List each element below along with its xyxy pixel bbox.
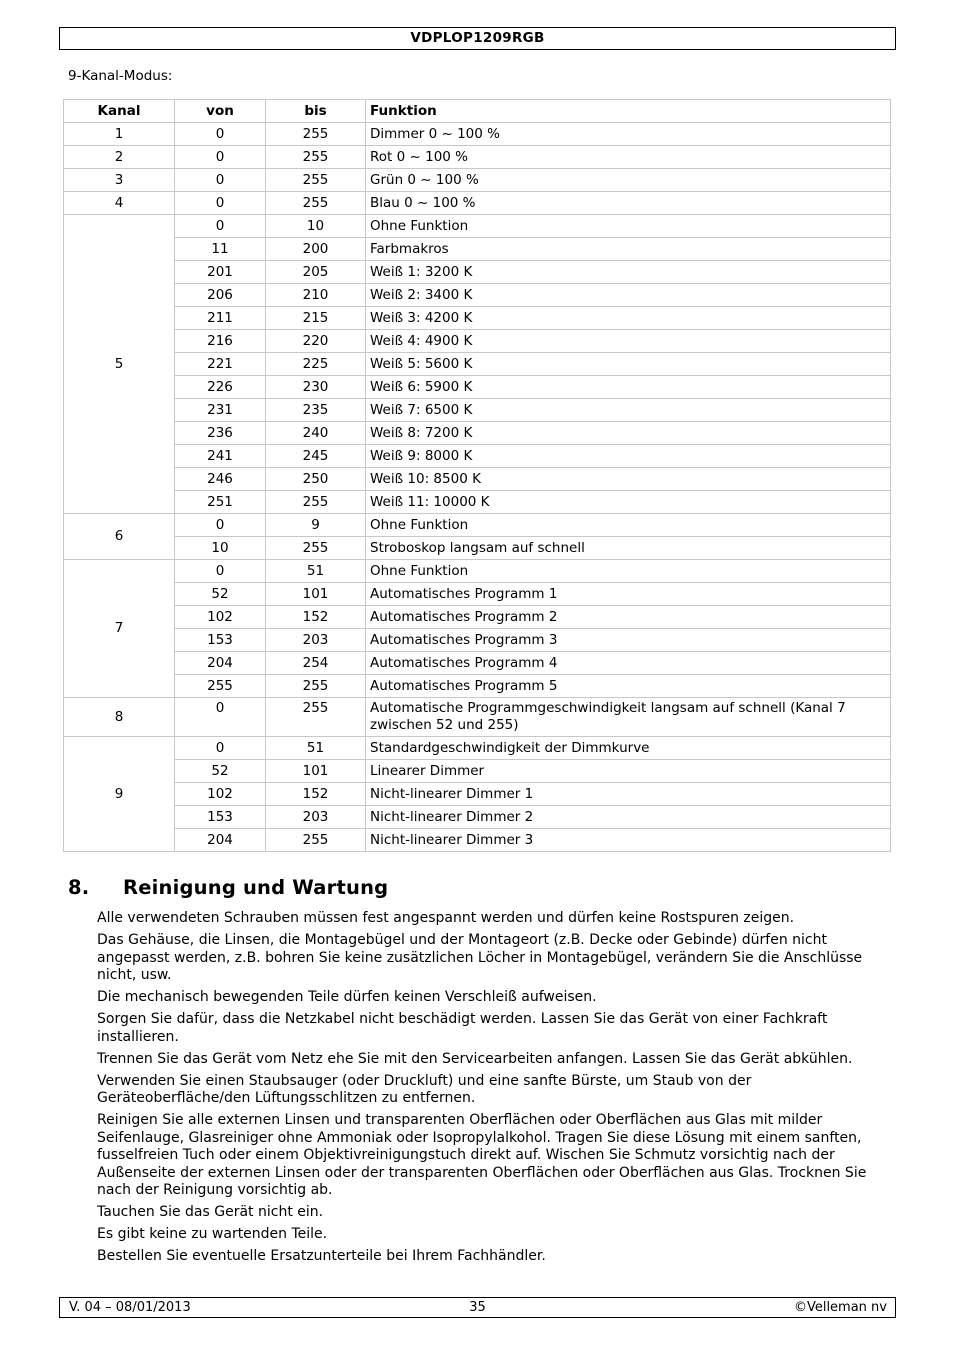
table-row: [64, 583, 891, 606]
cell-funktion: Weiß 11: 10000 K: [366, 491, 891, 514]
column-header-funktion: Funktion: [366, 100, 891, 123]
cell-funktion: Weiß 2: 3400 K: [366, 284, 891, 307]
cell-funktion: Automatisches Programm 5: [366, 675, 891, 698]
cell-bis: 9: [266, 514, 366, 537]
cell-von: 201: [175, 261, 266, 284]
cell-funktion: Stroboskop langsam auf schnell: [366, 537, 891, 560]
table-row: [64, 698, 891, 737]
cell-funktion: Weiß 6: 5900 K: [366, 376, 891, 399]
cell-kanal: 7: [64, 560, 175, 698]
cell-bis: 152: [266, 783, 366, 806]
paragraph: Sorgen Sie dafür, dass die Netzkabel nicht beschädigt werden. Lassen Sie das Gerät von einer Fachkraft installieren.: [97, 1011, 828, 1045]
cell-funktion: Automatisches Programm 3: [366, 629, 891, 652]
cell-bis: 254: [266, 652, 366, 675]
cell-bis: 215: [266, 307, 366, 330]
cell-kanal: 1: [64, 123, 175, 146]
cell-von: 10: [175, 537, 266, 560]
table-row: [64, 829, 891, 852]
paragraph: Es gibt keine zu wartenden Teile.: [97, 1226, 328, 1242]
cell-von: 226: [175, 376, 266, 399]
cell-bis: 250: [266, 468, 366, 491]
cell-von: 11: [175, 238, 266, 261]
cell-kanal: 8: [64, 698, 175, 737]
table-row: [64, 514, 891, 537]
cell-von: 211: [175, 307, 266, 330]
cell-bis: 10: [266, 215, 366, 238]
cell-funktion: Automatisches Programm 2: [366, 606, 891, 629]
cell-bis: 255: [266, 491, 366, 514]
cell-von: 216: [175, 330, 266, 353]
footer-page-number: 35: [469, 1300, 486, 1315]
cell-funktion: Ohne Funktion: [366, 215, 891, 238]
cell-funktion: Farbmakros: [366, 238, 891, 261]
footer-copyright: ©Velleman nv: [793, 1300, 887, 1315]
cell-funktion: Standardgeschwindigkeit der Dimmkurve: [366, 737, 891, 760]
cell-von: 241: [175, 445, 266, 468]
section-number: 8.: [68, 876, 90, 899]
cell-von: 246: [175, 468, 266, 491]
table-caption: 9-Kanal-Modus:: [68, 68, 173, 84]
cell-funktion: Ohne Funktion: [366, 560, 891, 583]
cell-von: 206: [175, 284, 266, 307]
cell-von: 236: [175, 422, 266, 445]
cell-bis: 51: [266, 737, 366, 760]
cell-von: 221: [175, 353, 266, 376]
table-row: [64, 806, 891, 829]
cell-funktion: Automatisches Programm 4: [366, 652, 891, 675]
table-row: [64, 215, 891, 238]
cell-von: 0: [175, 698, 266, 737]
table-row: [64, 169, 891, 192]
cell-bis: 235: [266, 399, 366, 422]
cell-von: 153: [175, 806, 266, 829]
cell-bis: 255: [266, 829, 366, 852]
table-row: [64, 783, 891, 806]
cell-bis: 203: [266, 629, 366, 652]
cell-kanal: 3: [64, 169, 175, 192]
table-body: [64, 123, 891, 852]
table-row: [64, 146, 891, 169]
table-row: [64, 376, 891, 399]
table-row: [64, 652, 891, 675]
cell-funktion: Grün 0 ~ 100 %: [366, 169, 891, 192]
section-body: [97, 910, 897, 1270]
cell-funktion: Weiß 1: 3200 K: [366, 261, 891, 284]
cell-kanal: 4: [64, 192, 175, 215]
cell-bis: 245: [266, 445, 366, 468]
channel-table: [63, 99, 891, 852]
cell-funktion: Weiß 3: 4200 K: [366, 307, 891, 330]
table-row: [64, 284, 891, 307]
cell-bis: 203: [266, 806, 366, 829]
cell-von: 0: [175, 169, 266, 192]
cell-bis: 255: [266, 146, 366, 169]
cell-von: 0: [175, 514, 266, 537]
cell-funktion: Nicht-linearer Dimmer 1: [366, 783, 891, 806]
paragraph: Reinigen Sie alle externen Linsen und transparenten Oberflächen oder Oberflächen aus Glas mit milder Seifenlauge, Glasreiniger ohne Ammoniak oder Isopropylalkohol. Tragen Sie diese Lösung mit einem sanften, fusselfreien Tuch oder einem Objektivreinigungstuch direkt auf. Wischen Sie Schmutz vorsichtig nach der Außenseite der externen Linsen oder der transparenten Oberflächen oder Oberflächen aus Glas. Trocknen Sie nach der Reinigung vorsichtig ab.: [97, 1112, 867, 1198]
table-row: [64, 192, 891, 215]
section-title: Reinigung und Wartung: [123, 876, 389, 899]
cell-bis: 152: [266, 606, 366, 629]
table-row: [64, 468, 891, 491]
cell-kanal: 5: [64, 215, 175, 514]
cell-funktion: Weiß 7: 6500 K: [366, 399, 891, 422]
cell-kanal: 9: [64, 737, 175, 852]
cell-von: 0: [175, 560, 266, 583]
table-row: [64, 737, 891, 760]
column-header-von: von: [175, 100, 266, 123]
document-header: [59, 27, 896, 50]
cell-bis: 101: [266, 760, 366, 783]
table-row: [64, 491, 891, 514]
cell-bis: 101: [266, 583, 366, 606]
cell-von: 255: [175, 675, 266, 698]
cell-bis: 220: [266, 330, 366, 353]
paragraph: Verwenden Sie einen Staubsauger (oder Druckluft) und eine sanfte Bürste, um Staub von der Geräteoberfläche/den Lüftungsschlitzen zu entfernen.: [97, 1072, 752, 1106]
paragraph: Tauchen Sie das Gerät nicht ein.: [97, 1204, 324, 1220]
cell-bis: 210: [266, 284, 366, 307]
cell-von: 0: [175, 215, 266, 238]
paragraph: Das Gehäuse, die Linsen, die Montagebügel und der Montageort (z.B. Decke oder Gebinde) dürfen nicht angepasst werden, z.B. bohren Sie keine zusätzlichen Löcher in Montagebügel, verändern Sie die Anschlüsse nicht, usw.: [97, 932, 863, 983]
cell-von: 204: [175, 829, 266, 852]
cell-bis: 255: [266, 537, 366, 560]
table-header-row: [64, 100, 891, 123]
cell-bis: 230: [266, 376, 366, 399]
table-row: [64, 307, 891, 330]
table-row: [64, 261, 891, 284]
table-row: [64, 353, 891, 376]
cell-funktion: Linearer Dimmer: [366, 760, 891, 783]
cell-funktion: Automatische Programmgeschwindigkeit langsam auf schnell (Kanal 7 zwischen 52 und 255): [366, 698, 891, 737]
cell-von: 0: [175, 123, 266, 146]
cell-von: 204: [175, 652, 266, 675]
paragraph: Alle verwendeten Schrauben müssen fest angespannt werden und dürfen keine Rostspuren zeigen.: [97, 910, 795, 926]
cell-bis: 255: [266, 675, 366, 698]
table-row: [64, 629, 891, 652]
section-heading: [68, 876, 388, 899]
cell-funktion: Automatisches Programm 1: [366, 583, 891, 606]
table-row: [64, 123, 891, 146]
cell-von: 102: [175, 606, 266, 629]
cell-von: 0: [175, 192, 266, 215]
table-row: [64, 399, 891, 422]
cell-kanal: 6: [64, 514, 175, 560]
column-header-kanal: Kanal: [64, 100, 175, 123]
table-row: [64, 560, 891, 583]
cell-von: 251: [175, 491, 266, 514]
cell-funktion: Dimmer 0 ~ 100 %: [366, 123, 891, 146]
cell-funktion: Blau 0 ~ 100 %: [366, 192, 891, 215]
model-name: VDPLOP1209RGB: [410, 30, 545, 46]
cell-von: 153: [175, 629, 266, 652]
table-row: [64, 445, 891, 468]
cell-funktion: Weiß 4: 4900 K: [366, 330, 891, 353]
cell-kanal: 2: [64, 146, 175, 169]
paragraph: Die mechanisch bewegenden Teile dürfen keinen Verschleiß aufweisen.: [97, 989, 597, 1005]
table-row: [64, 675, 891, 698]
paragraph: Bestellen Sie eventuelle Ersatzunterteile bei Ihrem Fachhändler.: [97, 1248, 546, 1264]
table-row: [64, 330, 891, 353]
cell-funktion: Weiß 9: 8000 K: [366, 445, 891, 468]
table-row: [64, 537, 891, 560]
cell-funktion: Weiß 10: 8500 K: [366, 468, 891, 491]
cell-funktion: Nicht-linearer Dimmer 2: [366, 806, 891, 829]
cell-funktion: Weiß 5: 5600 K: [366, 353, 891, 376]
cell-von: 102: [175, 783, 266, 806]
cell-bis: 255: [266, 123, 366, 146]
footer-version: V. 04 – 08/01/2013: [69, 1300, 191, 1315]
table-row: [64, 760, 891, 783]
cell-funktion: Ohne Funktion: [366, 514, 891, 537]
document-footer: [59, 1297, 896, 1318]
cell-funktion: Nicht-linearer Dimmer 3: [366, 829, 891, 852]
cell-funktion: Weiß 8: 7200 K: [366, 422, 891, 445]
table-row: [64, 422, 891, 445]
cell-von: 0: [175, 737, 266, 760]
cell-bis: 255: [266, 192, 366, 215]
cell-bis: 255: [266, 698, 366, 737]
cell-bis: 255: [266, 169, 366, 192]
table-row: [64, 238, 891, 261]
column-header-bis: bis: [266, 100, 366, 123]
paragraph: Trennen Sie das Gerät vom Netz ehe Sie mit den Servicearbeiten anfangen. Lassen Sie das Gerät abkühlen.: [97, 1050, 853, 1067]
cell-bis: 225: [266, 353, 366, 376]
cell-von: 0: [175, 146, 266, 169]
cell-von: 231: [175, 399, 266, 422]
cell-bis: 240: [266, 422, 366, 445]
cell-funktion: Rot 0 ~ 100 %: [366, 146, 891, 169]
cell-bis: 200: [266, 238, 366, 261]
table-row: [64, 606, 891, 629]
cell-bis: 205: [266, 261, 366, 284]
cell-bis: 51: [266, 560, 366, 583]
cell-von: 52: [175, 583, 266, 606]
cell-von: 52: [175, 760, 266, 783]
